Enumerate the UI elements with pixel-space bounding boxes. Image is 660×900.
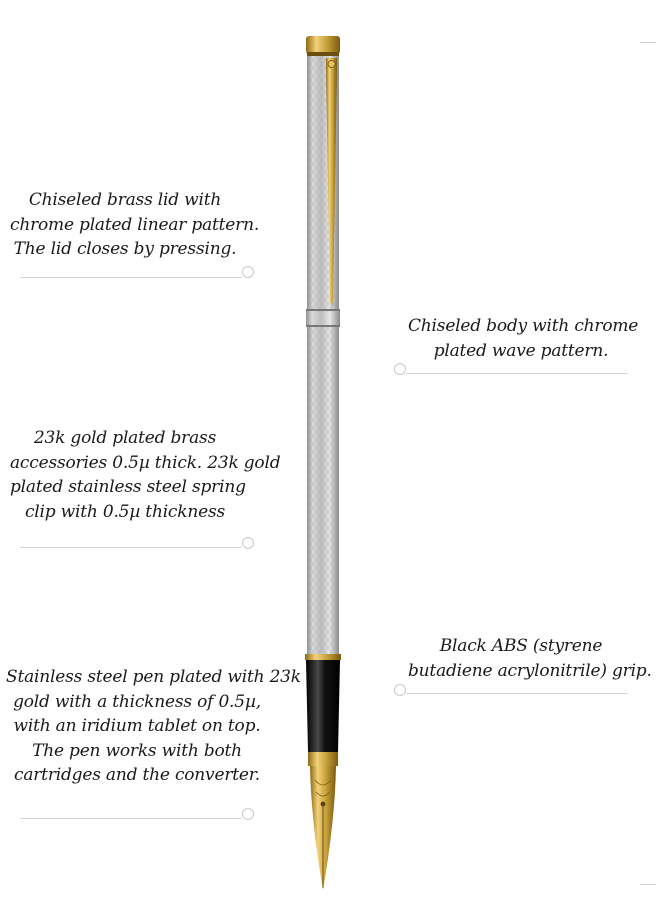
leader-dot-icon — [394, 684, 406, 696]
nib-callout-line-4: The pen works with both — [32, 740, 242, 761]
leader-dot-icon — [242, 266, 254, 278]
accessories-callout-line-1: 23k gold plated brass — [33, 428, 217, 448]
accessories-callout — [10, 426, 281, 524]
grip-callout-line-1: Black ABS (styrene — [439, 636, 603, 656]
nib-callout-line-2: gold with a thickness of 0.5µ, — [13, 691, 261, 712]
cap-callout-line-2: chrome plated linear pattern. — [10, 214, 260, 235]
cap-callout — [10, 188, 260, 262]
accessories-leader-line — [20, 547, 242, 548]
edge-mark — [640, 42, 656, 43]
cap-leader-line — [20, 277, 242, 278]
body-leader-line — [406, 373, 628, 374]
nib-leader-line — [20, 818, 242, 819]
body-callout-line-2: plated wave pattern. — [433, 340, 609, 361]
nib-callout-line-1: Stainless steel pen plated with 23k — [6, 667, 301, 687]
grip-callout-line-2: butadiene acrylonitrile) grip. — [408, 660, 652, 681]
accessories-callout-line-2: accessories 0.5µ thick. 23k gold — [10, 452, 281, 473]
nib-callout-line-3: with an iridium tablet on top. — [13, 716, 261, 736]
leader-dot-icon — [394, 363, 406, 375]
leader-dot-icon — [242, 808, 254, 820]
cap-callout-line-3: The lid closes by pressing. — [13, 239, 237, 259]
grip-callout — [408, 634, 652, 683]
edge-mark — [640, 884, 656, 885]
body-callout-line-1: Chiseled body with chrome — [408, 316, 639, 336]
grip-leader-line — [406, 693, 628, 694]
accessories-callout-line-4: clip with 0.5µ thickness — [24, 501, 226, 522]
accessories-callout-line-3: plated stainless steel spring — [10, 477, 246, 497]
body-callout — [408, 314, 639, 363]
nib-callout-line-5: cartridges and the converter. — [14, 765, 260, 785]
cap-callout-line-1: Chiseled brass lid with — [28, 190, 222, 210]
fountain-pen-icon — [295, 0, 365, 900]
nib-callout — [6, 665, 301, 788]
leader-dot-icon — [242, 537, 254, 549]
